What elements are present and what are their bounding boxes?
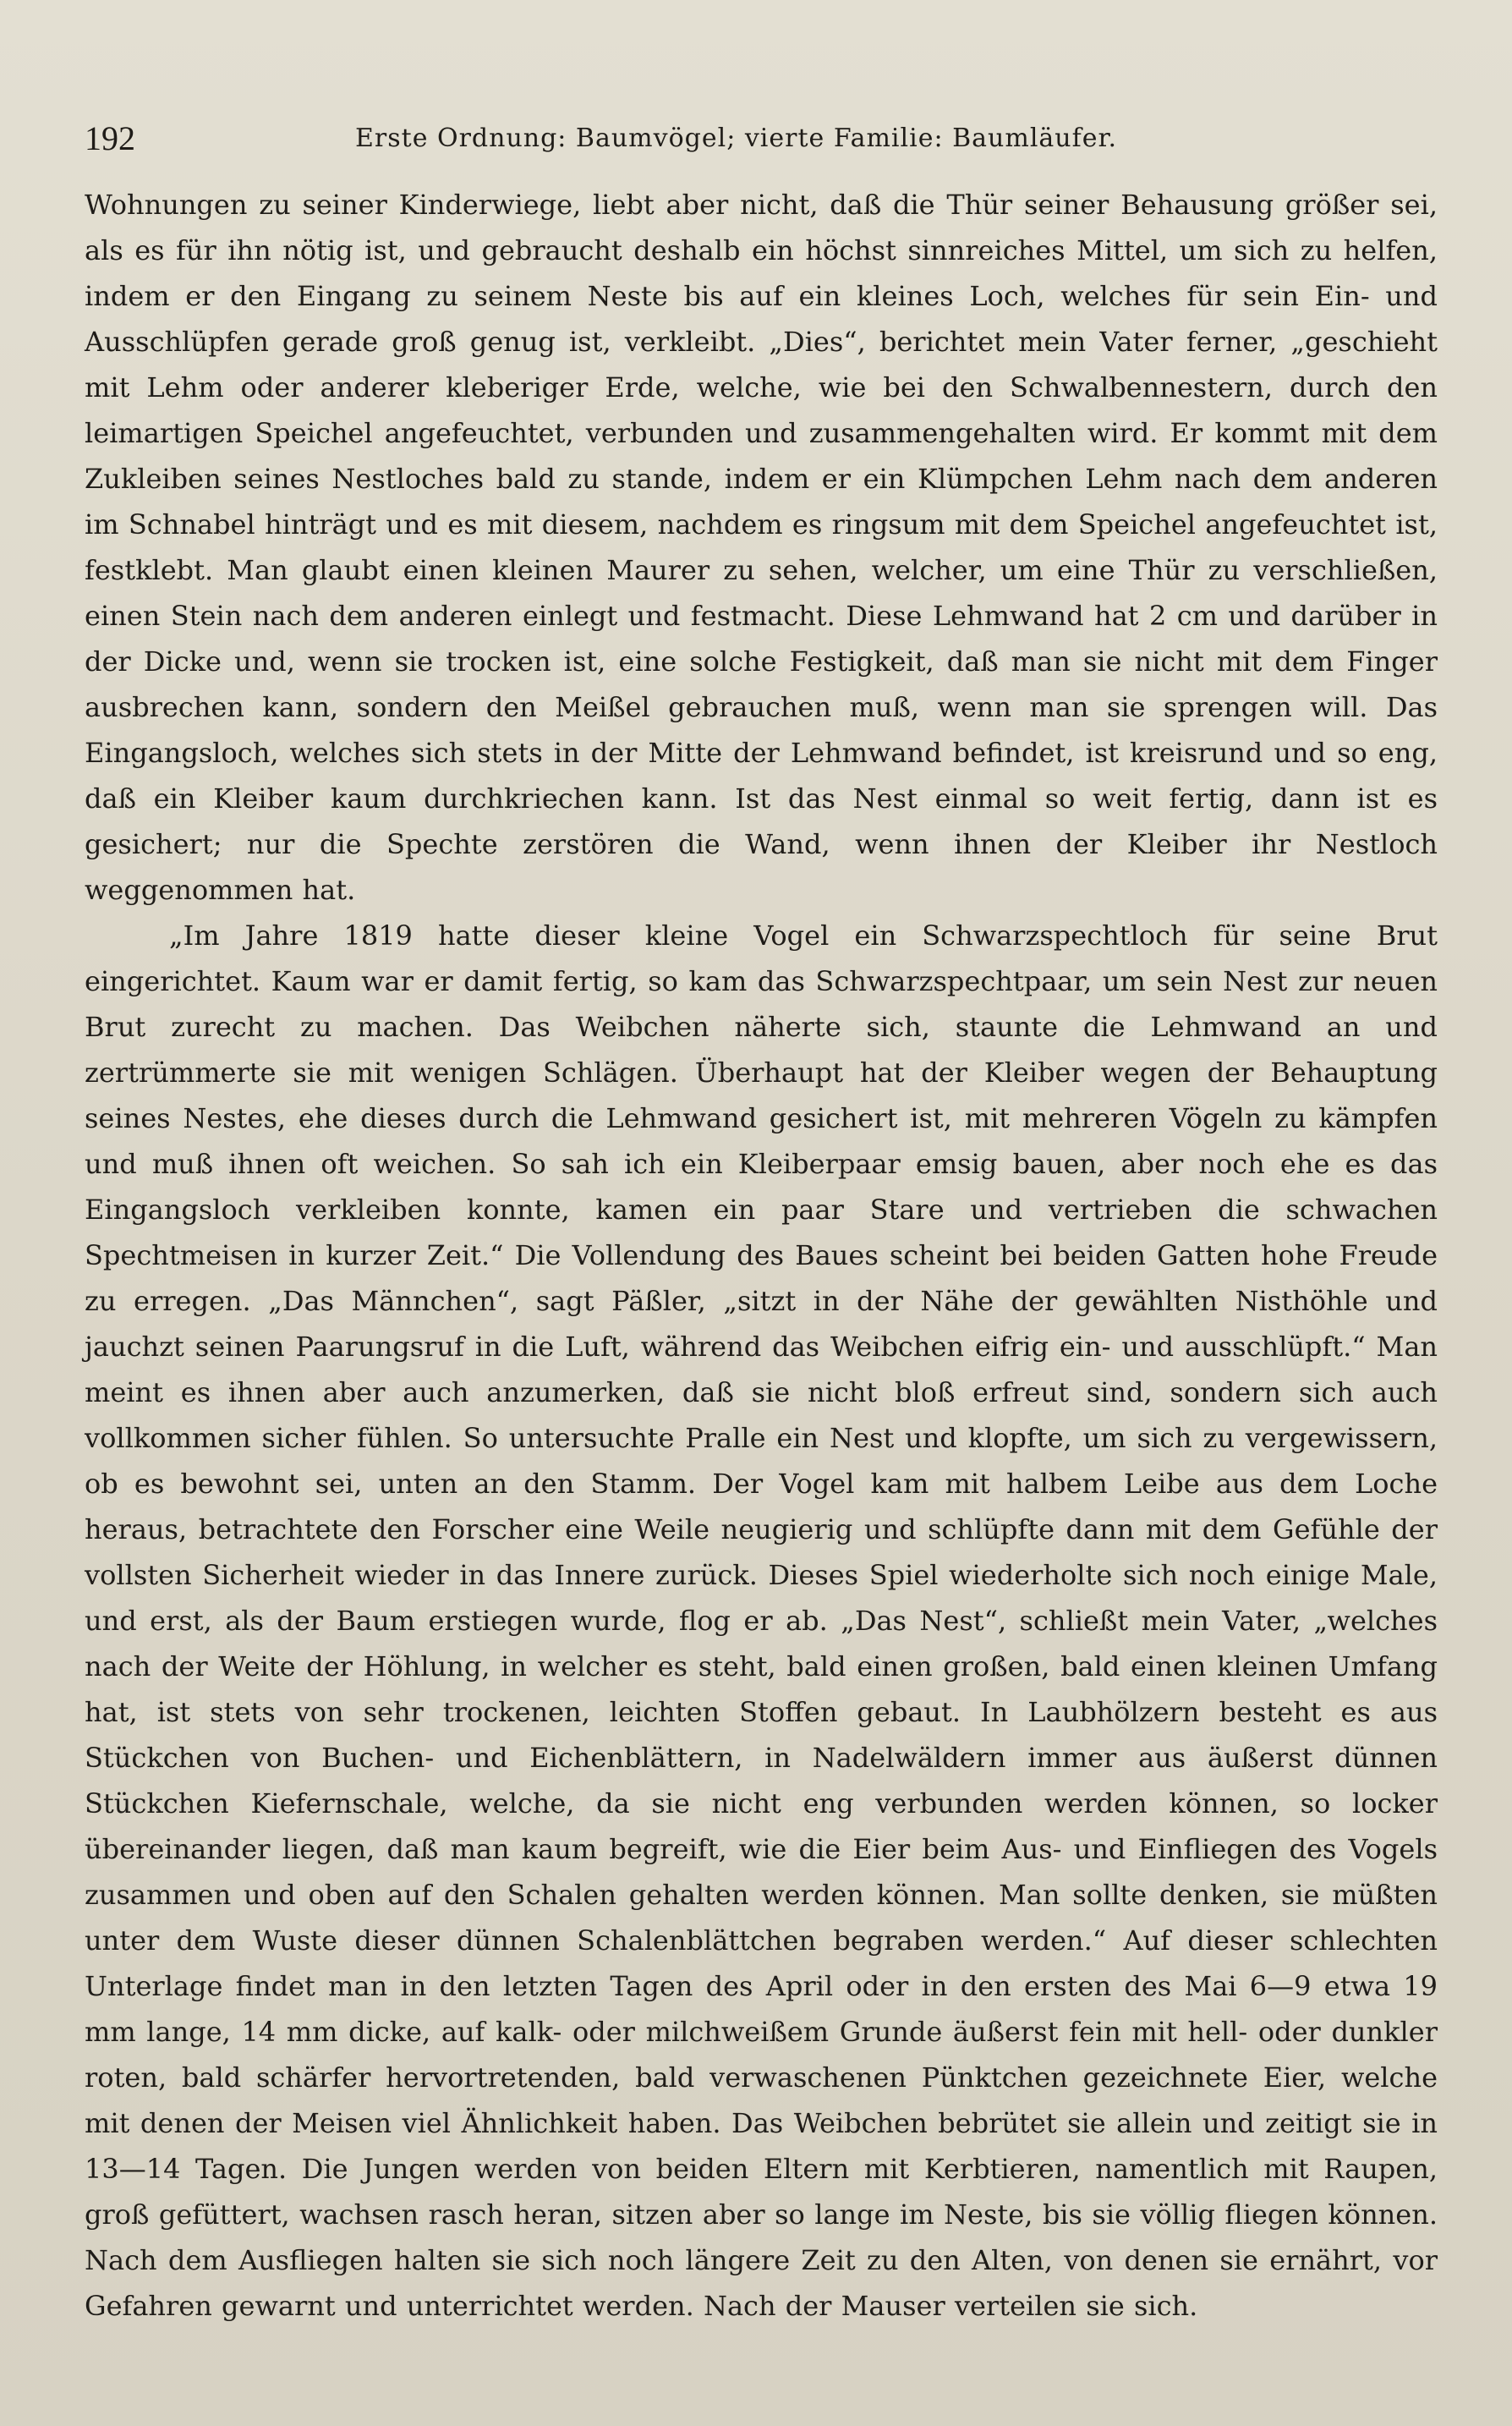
- page-header: [85, 118, 1454, 169]
- running-head: Erste Ordnung: Baumvögel; vierte Familie: Baumläufer.: [355, 123, 1118, 153]
- body-text: [85, 182, 1438, 2329]
- paragraph-1: Wohnungen zu seiner Kinderwiege, liebt aber nicht, daß die Thür seiner Behausung größer sei, als es für ihn nötig ist, und gebraucht deshalb ein höchst sinnreiches Mittel, um sich zu helfen, indem er den Eingang zu seinem Neste bis auf ein kleines Loch, welches für sein Ein- und Ausschlüpfen gerade groß genug ist, verkleibt. „Dies“, berichtet mein Vater ferner, „geschieht mit Lehm oder anderer kleberiger Erde, welche, wie bei den Schwalbennestern, durch den leimartigen Speichel angefeuchtet, verbunden und zusammengehalten wird. Er kommt mit dem Zukleiben seines Nestloches bald zu stande, indem er ein Klümpchen Lehm nach dem anderen im Schnabel hinträgt und es mit diesem, nachdem es ringsum mit dem Speichel angefeuchtet ist, festklebt. Man glaubt einen kleinen Maurer zu sehen, welcher, um eine Thür zu verschließen, einen Stein nach dem anderen einlegt und festmacht. Diese Lehmwand hat 2 cm und darüber in der Dicke und, wenn sie trocken ist, eine solche Festigkeit, daß man sie nicht mit dem Finger ausbrechen kann, sondern den Meißel gebrauchen muß, wenn man sie sprengen will. Das Eingangsloch, welches sich stets in der Mitte der Lehmwand befindet, ist kreisrund und so eng, daß ein Kleiber kaum durchkriechen kann. Ist das Nest einmal so weit fertig, dann ist es gesichert; nur die Spechte zerstören die Wand, wenn ihnen der Kleiber ihr Nestloch weggenommen hat.: [85, 189, 1438, 906]
- paragraph-2: „Im Jahre 1819 hatte dieser kleine Vogel ein Schwarzspechtloch für seine Brut eingerichtet. Kaum war er damit fertig, so kam das Schwarzspechtpaar, um sein Nest zur neuen Brut zurecht zu machen. Das Weibchen näherte sich, staunte die Lehmwand an und zertrümmerte sie mit wenigen Schlägen. Überhaupt hat der Kleiber wegen der Behauptung seines Nestes, ehe dieses durch die Lehmwand gesichert ist, mit mehreren Vögeln zu kämpfen und muß ihnen oft weichen. So sah ich ein Kleiberpaar emsig bauen, aber noch ehe es das Eingangsloch verkleiben konnte, kamen ein paar Stare und vertrieben die schwachen Spechtmeisen in kurzer Zeit.“ Die Vollendung des Baues scheint bei beiden Gatten hohe Freude zu erregen. „Das Männchen“, sagt Päßler, „sitzt in der Nähe der gewählten Nisthöhle und jauchzt seinen Paarungsruf in die Luft, während das Weibchen eifrig ein- und ausschlüpft.“ Man meint es ihnen aber auch anzumerken, daß sie nicht bloß erfreut sind, sondern sich auch vollkommen sicher fühlen. So untersuchte Pralle ein Nest und klopfte, um sich zu vergewissern, ob es bewohnt sei, unten an den Stamm. Der Vogel kam mit halbem Leibe aus dem Loche heraus, betrachtete den Forscher eine Weile neugierig und schlüpfte dann mit dem Gefühle der vollsten Sicherheit wieder in das Innere zurück. Dieses Spiel wiederholte sich noch einige Male, und erst, als der Baum erstiegen wurde, flog er ab. „Das Nest“, schließt mein Vater, „welches nach der Weite der Höhlung, in welcher es steht, bald einen großen, bald einen kleinen Umfang hat, ist stets von sehr trockenen, leichten Stoffen gebaut. In Laubhölzern besteht es aus Stückchen von Buchen- und Eichenblättern, in Nadelwäldern immer aus äußerst dünnen Stückchen Kiefernschale, welche, da sie nicht eng verbunden werden können, so locker übereinander liegen, daß man kaum begreift, wie die Eier beim Aus- und Einfliegen des Vogels zusammen und oben auf den Schalen gehalten werden können. Man sollte denken, sie müßten unter dem Wuste dieser dünnen Schalenblättchen begraben werden.“ Auf dieser schlechten Unterlage findet man in den letzten Tagen des April oder in den ersten des Mai 6—9 etwa 19 mm lange, 14 mm dicke, auf kalk- oder milchweißem Grunde äußerst fein mit hell- oder dunkler roten, bald schärfer hervortretenden, bald verwaschenen Pünktchen gezeichnete Eier, welche mit denen der Meisen viel Ähnlichkeit haben. Das Weibchen bebrütet sie allein und zeitigt sie in 13—14 Tagen. Die Jungen werden von beiden Eltern mit Kerbtieren, namentlich mit Raupen, groß gefüttert, wachsen rasch heran, sitzen aber so lange im Neste, bis sie völlig fliegen können. Nach dem Ausfliegen halten sie sich noch längere Zeit zu den Alten, von denen sie ernährt, vor Gefahren gewarnt und unterrichtet werden. Nach der Mauser verteilen sie sich.: [85, 919, 1438, 2322]
- page-number: 192: [85, 119, 135, 157]
